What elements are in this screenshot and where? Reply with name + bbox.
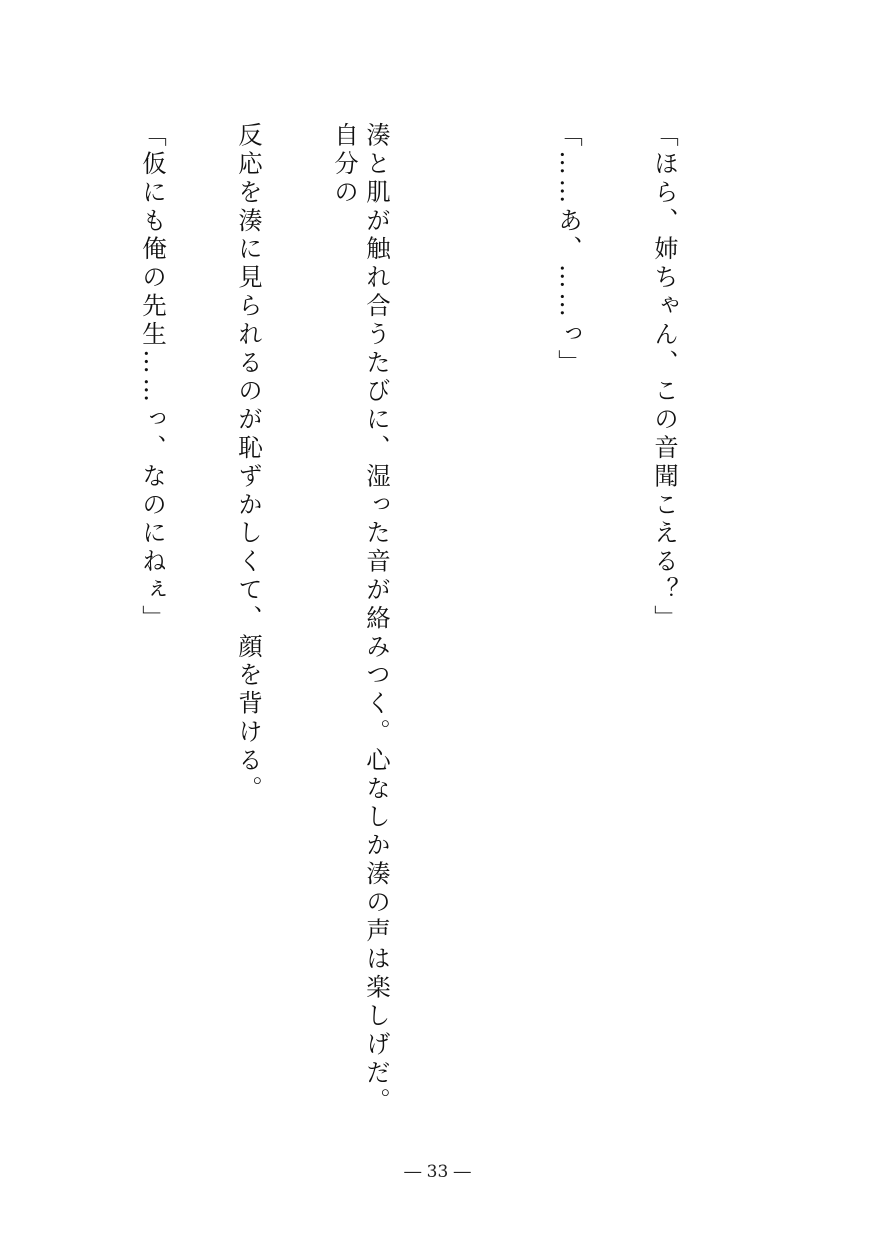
blank-line bbox=[41, 122, 73, 1122]
text-line: 「仮にも俺の先生……っ、なのにねぇ」 bbox=[139, 122, 168, 634]
text-line: 湊と肌が触れ合うたびに、湿った音が絡みつく。心なしか湊の声は楽しげだ。自分の bbox=[331, 122, 392, 1116]
vertical-body-text bbox=[139, 122, 745, 1122]
text-line: 「……あ、……っ」 bbox=[555, 122, 584, 378]
page-number: ― 33 ― bbox=[404, 1162, 471, 1182]
text-line: 「ほら、姉ちゃん、この音聞こえる？」 bbox=[651, 122, 680, 634]
blank-line bbox=[457, 122, 489, 1122]
text-line: 反応を湊に見られるのが恥ずかしくて、顔を背ける。 bbox=[235, 122, 264, 804]
